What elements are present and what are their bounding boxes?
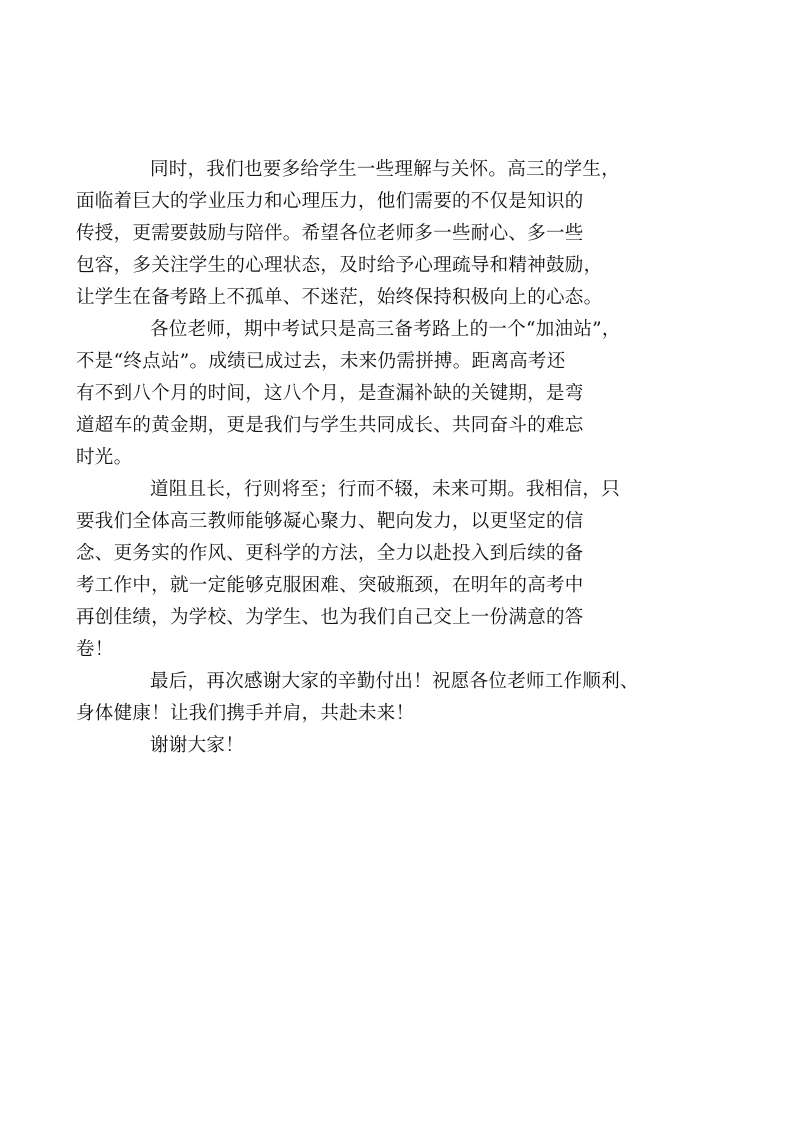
paragraph-line: 考工作中，就一定能够克服困难、突破瓶颈，在明年的高考中 (76, 575, 584, 596)
paragraph-line: 包容，多关注学生的心理状态，及时给予心理疏导和精神鼓励， (76, 255, 603, 276)
paragraph-line: 各位老师，期中考试只是高三备考路上的一个“加油站”， (150, 319, 621, 340)
paragraph-line: 再创佳绩，为学校、为学生、也为我们自己交上一份满意的答 (76, 607, 584, 628)
paragraph-line: 最后，再次感谢大家的辛勤付出！祝愿各位老师工作顺利、 (150, 671, 639, 692)
paragraph-line: 传授，更需要鼓励与陪伴。希望各位老师多一些耐心、多一些 (76, 223, 584, 244)
paragraph-line: 有不到八个月的时间，这八个月，是查漏补缺的关键期，是弯 (76, 383, 584, 404)
paragraph-3 (76, 474, 685, 666)
paragraph-line: 道阻且长，行则将至；行而不辍，未来可期。我相信，只 (150, 479, 621, 500)
paragraph-line: 时光。 (76, 447, 133, 468)
paragraph-line: 卷！ (76, 639, 114, 660)
document-body (76, 154, 685, 762)
paragraph-line: 不是“终点站”。成绩已成过去，未来仍需拼搏。距离高考还 (76, 351, 566, 372)
paragraph-line: 要我们全体高三教师能够凝心聚力、靶向发力，以更坚定的信 (76, 511, 584, 532)
paragraph-line: 念、更务实的作风、更科学的方法，全力以赴投入到后续的备 (76, 543, 584, 564)
paragraph-5-closing (113, 730, 685, 762)
paragraph-2 (76, 314, 685, 474)
paragraph-line: 谢谢大家！ (150, 735, 245, 756)
paragraph-line: 身体健康！让我们携手并肩，共赴未来！ (76, 703, 415, 724)
paragraph-line: 同时，我们也要多给学生一些理解与关怀。高三的学生， (150, 159, 621, 180)
paragraph-line: 道超车的黄金期，更是我们与学生共同成长、共同奋斗的难忘 (76, 415, 584, 436)
paragraph-line: 让学生在备考路上不孤单、不迷茫，始终保持积极向上的心态。 (76, 287, 603, 308)
paragraph-4 (76, 666, 685, 730)
paragraph-line: 面临着巨大的学业压力和心理压力，他们需要的不仅是知识的 (76, 191, 584, 212)
paragraph-1 (76, 154, 685, 314)
